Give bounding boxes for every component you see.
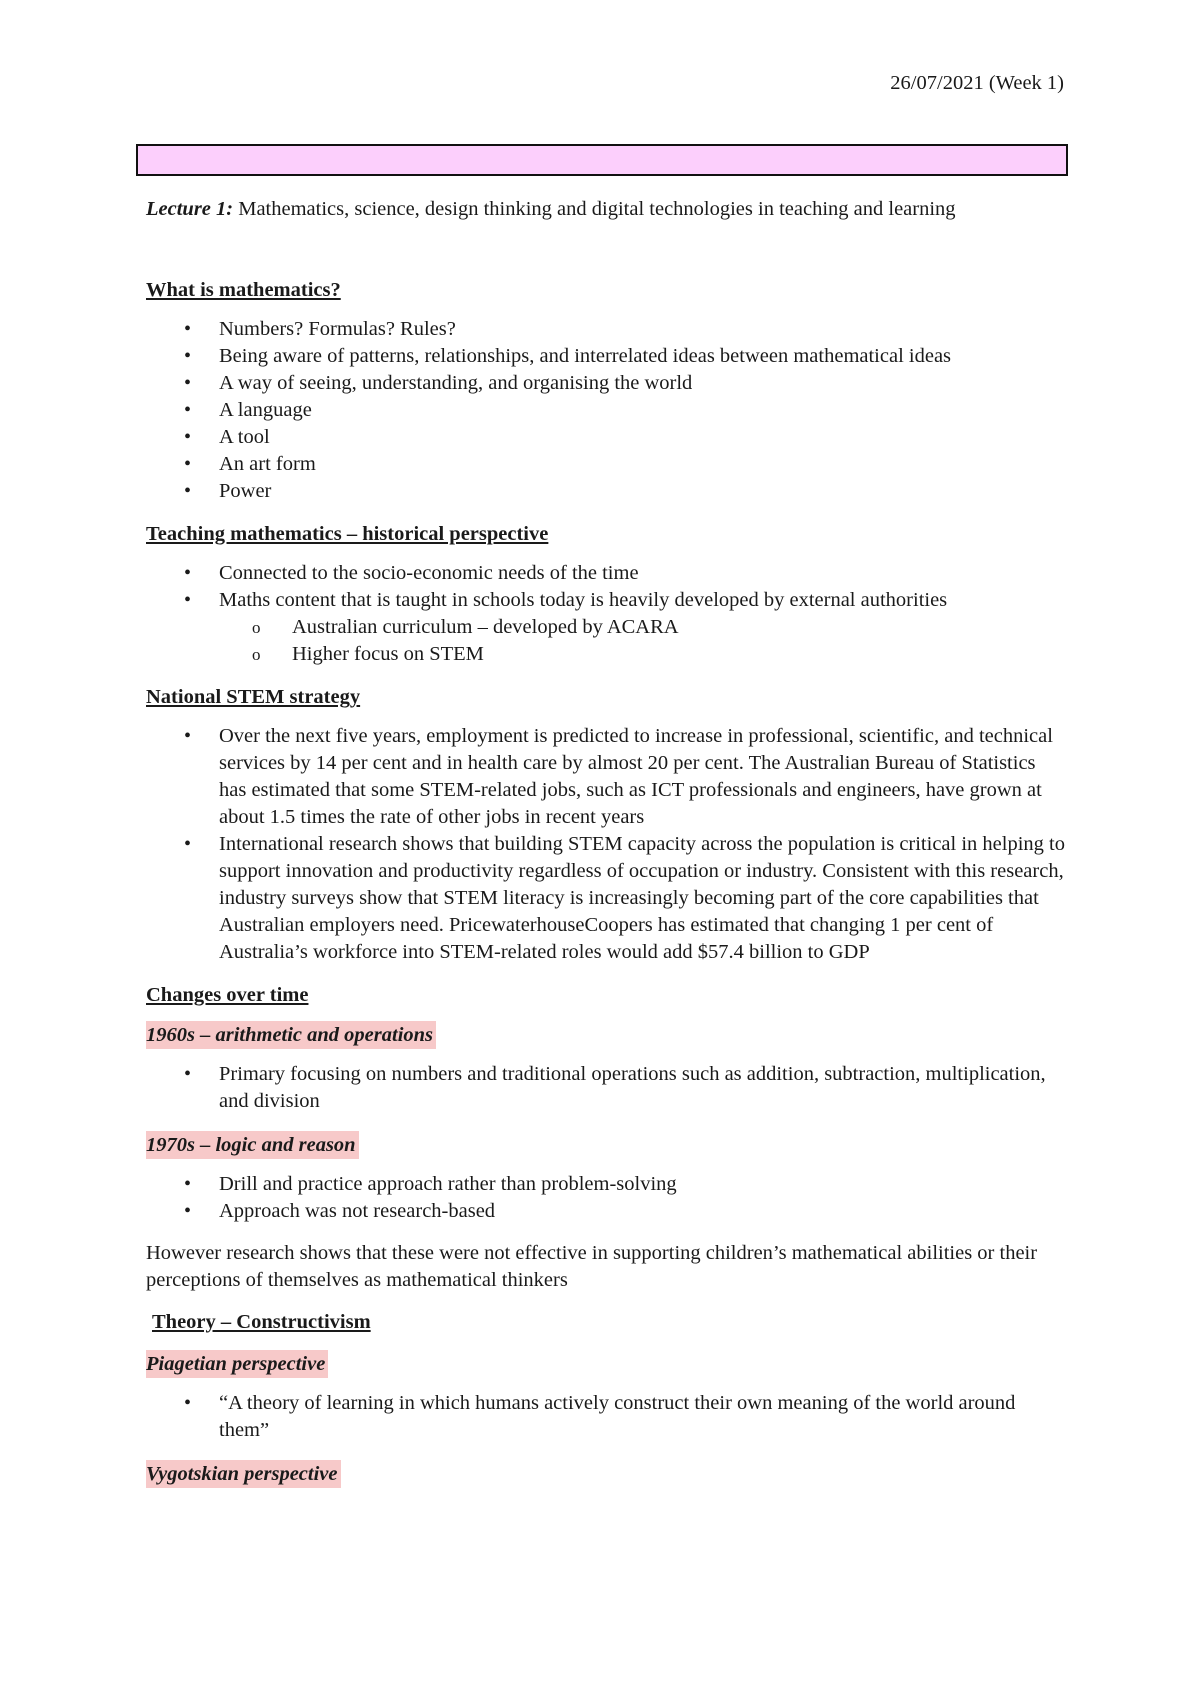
era-heading-1960s-wrap — [146, 1021, 1066, 1049]
research-note: However research shows that these were not effective in supporting children’s mathematical abilities or their perceptions of themselves as mathematical thinkers — [146, 1242, 1038, 1291]
list-item: • International research shows that building STEM capacity across the population is critical in helping to support innovation and productivity regardless of occupation or industry. Consistent with this research, industry surveys show that STEM literacy is increasingly becoming part of the core capabilities that Australian employers need. PricewaterhouseCoopers has estimated that changing 1 per cent of Australia’s workforce into STEM-related roles would add $57.4 billion to GDP — [146, 831, 1066, 966]
list-item: • Connected to the socio-economic needs of the time — [146, 560, 1066, 587]
heading-changes-over-time: Changes over time — [146, 984, 309, 1006]
list-historical-perspective — [146, 560, 1066, 614]
sublist-item: o Australian curriculum – developed by ACARA — [146, 614, 1066, 641]
heading-vygotskian-wrap — [146, 1460, 1066, 1488]
list-piagetian — [146, 1390, 1066, 1444]
list-national-stem-strategy — [146, 723, 1066, 966]
heading-piagetian-perspective: Piagetian perspective — [146, 1350, 328, 1378]
list-item: • Power — [146, 478, 1066, 505]
list-what-is-mathematics — [146, 316, 1066, 505]
lecture-line — [146, 196, 1066, 223]
sublist-item: o Higher focus on STEM — [146, 641, 1066, 668]
era-heading-1970s: 1970s – logic and reason — [146, 1131, 359, 1159]
heading-theory-constructivism: Theory – Constructivism — [152, 1311, 371, 1333]
list-item: • A language — [146, 397, 1066, 424]
list-item: • Being aware of patterns, relationships, and interrelated ideas between mathematical ideas — [146, 343, 1066, 370]
era-heading-1960s: 1960s – arithmetic and operations — [146, 1021, 436, 1049]
list-item: • Drill and practice approach rather than problem-solving — [146, 1171, 1066, 1198]
list-item: • Approach was not research-based — [146, 1198, 1066, 1225]
heading-what-is-mathematics: What is mathematics? — [146, 279, 341, 301]
document-content — [146, 196, 1066, 1488]
era-heading-1970s-wrap — [146, 1131, 1066, 1159]
list-item: • Maths content that is taught in schools today is heavily developed by external authorities — [146, 587, 1066, 614]
heading-historical-perspective: Teaching mathematics – historical perspective — [146, 523, 549, 545]
sublist-historical-perspective — [146, 614, 1066, 668]
list-1960s — [146, 1061, 1066, 1115]
list-item: • Primary focusing on numbers and traditional operations such as addition, subtraction, multiplication, and division — [146, 1061, 1066, 1115]
heading-vygotskian-perspective: Vygotskian perspective — [146, 1460, 341, 1488]
title-banner — [136, 144, 1068, 176]
lecture-title: Mathematics, science, design thinking and digital technologies in teaching and learning — [233, 198, 956, 220]
lecture-label: Lecture 1: — [146, 198, 234, 220]
list-item: • Numbers? Formulas? Rules? — [146, 316, 1066, 343]
list-item: • “A theory of learning in which humans actively construct their own meaning of the world around them” — [146, 1390, 1066, 1444]
heading-national-stem-strategy: National STEM strategy — [146, 686, 361, 708]
heading-piagetian-wrap — [146, 1350, 1066, 1378]
list-item: • A tool — [146, 424, 1066, 451]
header-date: 26/07/2021 (Week 1) — [890, 72, 1064, 94]
list-1970s — [146, 1171, 1066, 1225]
list-item: • An art form — [146, 451, 1066, 478]
list-item: • A way of seeing, understanding, and organising the world — [146, 370, 1066, 397]
list-item: • Over the next five years, employment is predicted to increase in professional, scientific, and technical services by 14 per cent and in health care by almost 20 per cent. The Australian Bureau of Statistics has estimated that some STEM-related jobs, such as ICT professionals and engineers, have grown at about 1.5 times the rate of other jobs in recent years — [146, 723, 1066, 831]
